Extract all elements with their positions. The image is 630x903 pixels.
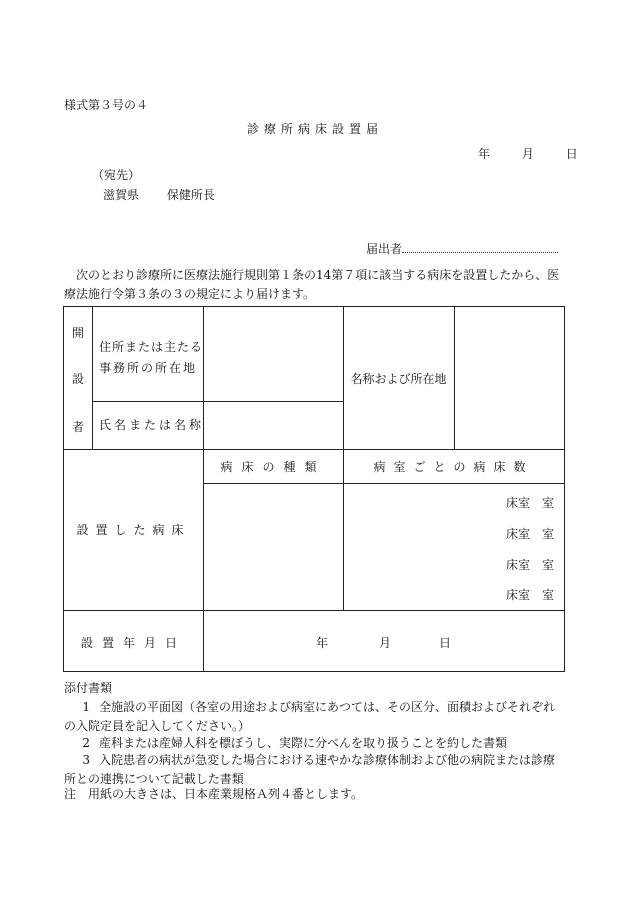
founder-char-2: 設 (71, 372, 84, 386)
divider-founder-beds (64, 449, 564, 450)
date-day: 日 (565, 147, 578, 161)
divider-founder-col (92, 307, 93, 449)
address-label (99, 337, 203, 379)
facility-label: 名称および所在地 (350, 372, 447, 386)
bed-row-1: 床室 室 (505, 496, 554, 510)
addressee-label: （宛先） (92, 168, 141, 182)
notification-form-table (63, 306, 565, 672)
addressee-office: 保健所長 (166, 188, 215, 202)
install-month: 月 (379, 636, 392, 650)
addressee (103, 188, 215, 202)
name-label: 氏名または名称 (99, 418, 205, 432)
divider-address-name (92, 401, 343, 402)
bed-row-4: 床室 室 (505, 588, 554, 602)
bed-row-3: 床室 室 (505, 558, 554, 572)
divider-beds-date (64, 610, 564, 611)
attachment-item-3 (64, 751, 564, 789)
beds-per-room-header: 病室ごとの病床数 (373, 460, 534, 474)
date-month: 月 (521, 147, 534, 161)
install-year: 年 (316, 636, 329, 650)
divider-label-col (203, 307, 204, 671)
install-day: 日 (439, 636, 452, 650)
address-label-line-1: 住所または主たる (99, 340, 204, 354)
date-line (478, 147, 578, 161)
bed-row-2: 床室 室 (505, 527, 554, 541)
form-number: 様式第３号の４ (64, 98, 149, 112)
bed-type-header: 病床の種類 (220, 460, 326, 474)
install-date-label: 設置年月日 (80, 636, 186, 650)
attachment-num-3: 3 (82, 753, 90, 767)
attachment-num-2: 2 (82, 736, 90, 750)
founder-char-1: 開 (71, 326, 84, 340)
divider-mid-col (343, 307, 344, 610)
applicant-line (366, 242, 558, 256)
attachment-text-3: 入院患者の病状が急変した場合における速やかな診療体制および他の病院または診療所との連携について記載した書類 (64, 753, 556, 786)
founder-char-3: 者 (71, 420, 84, 434)
address-label-line-2: 事務所の所在地 (99, 361, 198, 375)
note-label: 注 (64, 787, 77, 801)
divider-facility-col (454, 307, 455, 449)
intro-paragraph: 次のとおり診療所に医療法施行規則第１条の14第７項に該当する病床を設置したから、医療法施行令第３条の３の規定により届けます。 (64, 268, 560, 301)
attachment-num-1: 1 (82, 700, 90, 714)
date-year: 年 (478, 147, 491, 161)
attachment-item-1 (64, 698, 564, 736)
beds-label: 設置した病床 (76, 523, 191, 537)
addressee-prefecture: 滋賀県 (103, 188, 140, 202)
divider-bed-header (203, 483, 564, 484)
attachment-text-2: 産科または産婦人科を標ぼうし、実際に分べんを取り扱うことを約した書類 (99, 736, 508, 750)
note-text: 用紙の大きさは、日本産業規格Ａ列４番とします。 (88, 787, 364, 801)
applicant-label: 届出者 (366, 242, 403, 256)
attachment-text-1: 全施設の平面図（各室の用途および病室にあつては、その区分、面積およびそれぞれの入院定員を記入してください。） (64, 700, 556, 733)
applicant-signature-line (402, 242, 558, 253)
document-title: 診療所病床設置届 (246, 122, 383, 136)
paper-size-note (64, 787, 363, 801)
attachments-title: 添付書類 (64, 681, 113, 695)
